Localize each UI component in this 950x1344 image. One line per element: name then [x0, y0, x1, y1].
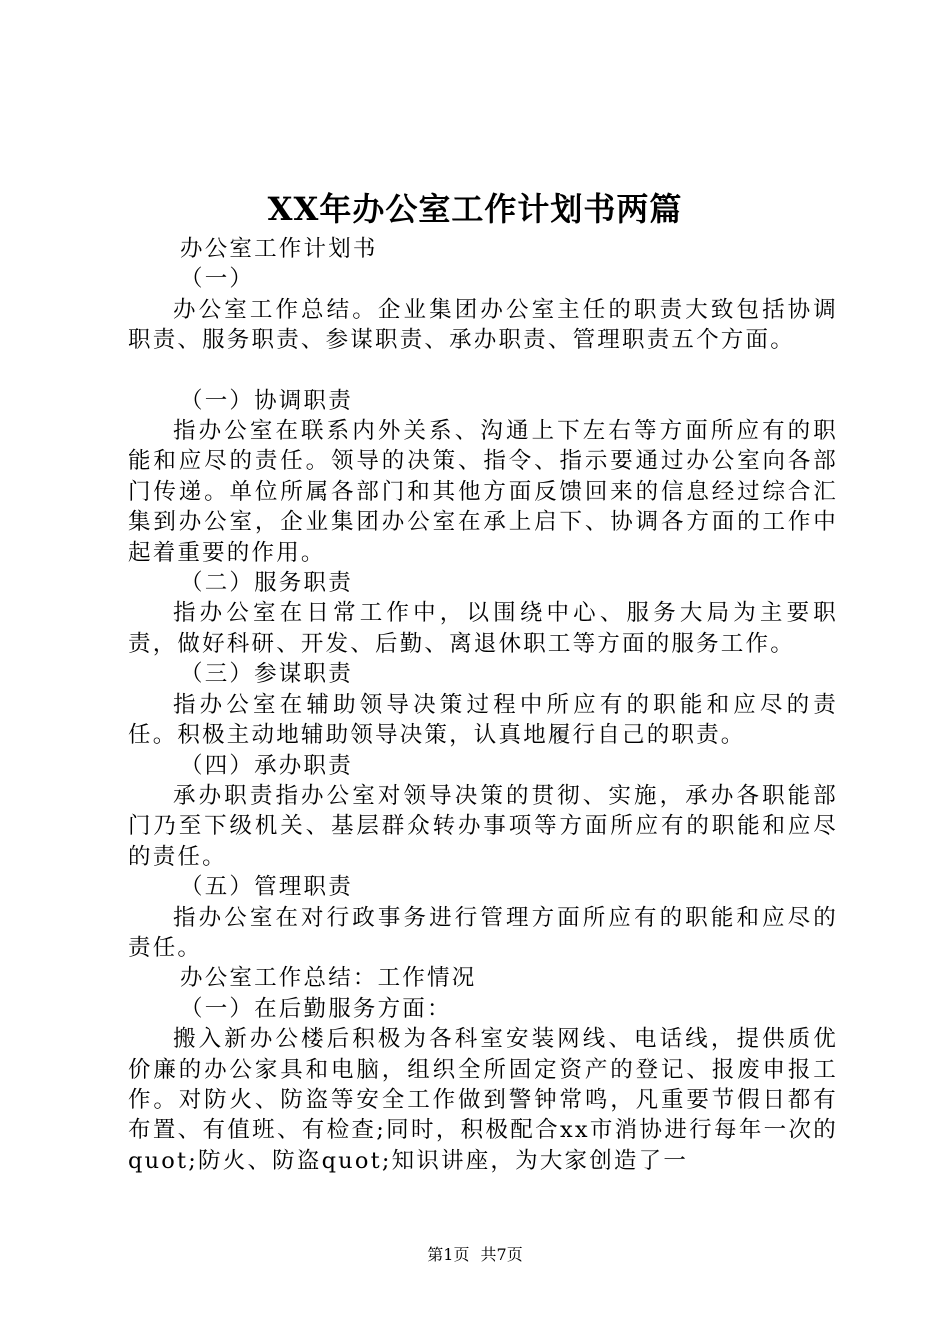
section-heading: （三）参谋职责 — [180, 661, 353, 688]
section-heading: （五）管理职责 — [180, 874, 353, 901]
section-heading: （四）承办职责 — [180, 752, 353, 779]
page-number: 第1页 — [427, 1245, 470, 1264]
paragraph: 指办公室在辅助领导决策过程中所应有的职能和应尽的责任。积极主动地辅助领导决策，认真地履行自己的职责。 — [128, 691, 838, 749]
document-title: XX年办公室工作计划书两篇 — [267, 190, 683, 228]
section-heading: （一）协调职责 — [180, 387, 353, 414]
page-footer — [0, 1244, 950, 1266]
paragraph: 承办职责指办公室对领导决策的贯彻、实施，承办各职能部门乃至下级机关、基层群众转办事项等方面所应有的职能和应尽的责任。 — [128, 782, 838, 870]
section-heading: 办公室工作计划书 — [180, 236, 378, 262]
paragraph-spacer — [128, 356, 838, 386]
section-heading: （一）在后勤服务方面： — [180, 995, 452, 1022]
paragraph: 搬入新办公楼后积极为各科室安装网线、电话线，提供质优价廉的办公家具和电脑，组织全所固定资产的登记、报废申报工作。对防火、防盗等安全工作做到警钟常鸣，凡重要节假日都有布置、有值班、有检查;同时，积极配合xx市消协进行每年一次的quot;防火、防盗quot;知识讲座，为大家创造了一 — [128, 1026, 838, 1174]
paragraph: 办公室工作总结。企业集团办公室主任的职责大致包括协调职责、服务职责、参谋职责、承办职责、管理职责五个方面。 — [128, 296, 838, 354]
page-total: 共7页 — [480, 1245, 523, 1264]
section-heading: （二）服务职责 — [180, 570, 353, 597]
paragraph: 指办公室在对行政事务进行管理方面所应有的职能和应尽的责任。 — [128, 904, 838, 961]
paragraph: 指办公室在日常工作中，以围绕中心、服务大局为主要职责，做好科研、开发、后勤、离退休职工等方面的服务工作。 — [128, 600, 838, 657]
document-body — [128, 234, 838, 1176]
paragraph: 指办公室在联系内外关系、沟通上下左右等方面所应有的职能和应尽的责任。领导的决策、指令、指示要通过办公室向各部门传递。单位所属各部门和其他方面反馈回来的信息经过综合汇集到办公室，企业集团办公室在承上启下、协调各方面的工作中起着重要的作用。 — [128, 418, 838, 566]
section-heading: 办公室工作总结：工作情况 — [180, 965, 477, 992]
section-number: （一） — [180, 266, 255, 293]
